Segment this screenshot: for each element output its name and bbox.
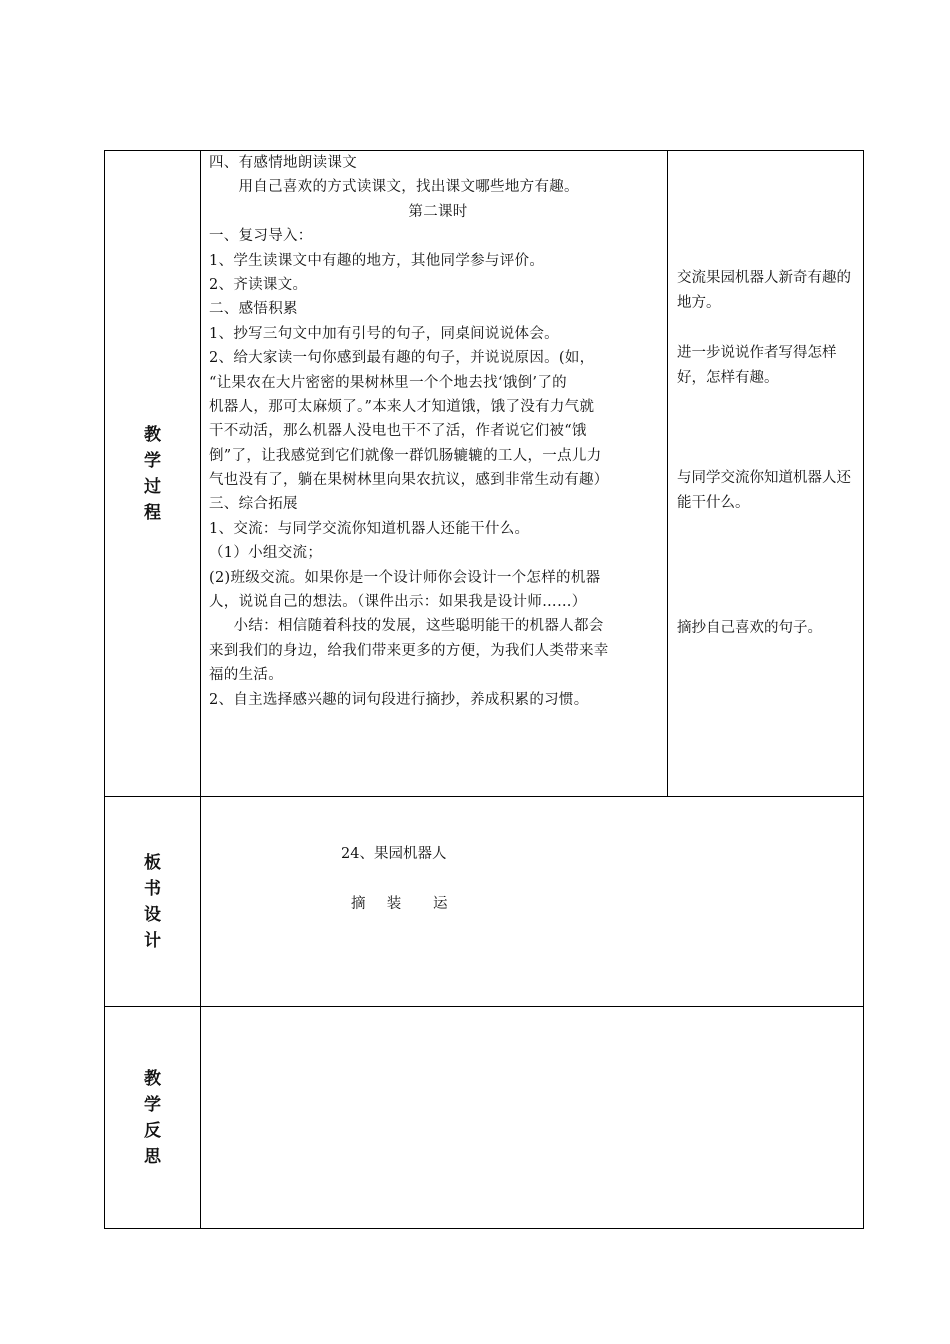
side-note: 与同学交流你知道机器人还能干什么。 [677,470,851,511]
process-side-notes-cell [668,151,864,797]
content-line: 福的生活。 [209,667,283,684]
board-title: 24、果园机器人 [341,846,447,862]
lesson-heading: 第二课时 [408,203,468,220]
process-row [105,151,864,797]
side-note: 进一步说说作者写得怎样好，怎样有趣。 [677,345,837,386]
content-line: （1）小组交流； [209,545,323,562]
content-line: (2)班级交流。如果你是一个设计师你会设计一个怎样的机器 [209,569,601,586]
content-line: 一、复习导入： [209,228,313,245]
content-line: 用自己喜欢的方式读课文，找出课文哪些地方有趣。 [209,179,579,196]
process-label: 教 学 过 程 [144,424,161,523]
content-line: 1、交流：与同学交流你知道机器人还能干什么。 [209,520,530,537]
content-line: 小结：相信随着科技的发展，这些聪明能干的机器人都会 [209,618,604,635]
reflection-content-cell [201,1007,864,1229]
side-note: 交流果园机器人新奇有趣的地方。 [677,270,851,311]
content-line: 来到我们的身边，给我们带来更多的方便，为我们人类带来幸 [209,642,609,659]
content-line: 2、自主选择感兴趣的词句段进行摘抄，养成积累的习惯。 [209,691,589,708]
process-content [209,151,667,712]
board-row [105,797,864,1007]
content-line: 人，说说自己的想法。（课件出示：如果我是设计师……） [209,594,587,611]
process-label-cell [105,151,201,797]
content-line: 气也没有了，躺在果树林里向果农抗议，感到非常生动有趣） [209,472,609,489]
process-content-cell [201,151,668,797]
board-content-cell [201,797,864,1007]
content-line: 二、感悟积累 [209,301,298,318]
board-keywords: 摘 装 运 [351,896,448,912]
content-line: 1、抄写三句文中加有引号的句子，同桌间说说体会。 [209,325,559,342]
content-line: 2、齐读课文。 [209,276,308,293]
content-line: 干不动活，那么机器人没电也干不了活，作者说它们被“饿 [209,423,587,440]
content-line: “让果农在大片密密的果树林里一个个地去找‘饿倒’了的 [209,374,567,391]
side-note: 摘抄自己喜欢的句子。 [677,620,822,636]
reflection-row [105,1007,864,1229]
content-line: 倒”了，让我感觉到它们就像一群饥肠辘辘的工人，一点儿力 [209,447,602,464]
content-line: 四、有感情地朗读课文 [209,155,357,171]
content-line: 1、学生读课文中有趣的地方，其他同学参与评价。 [209,252,545,269]
content-line: 三、综合拓展 [209,496,298,513]
reflection-label: 教 学 反 思 [144,1068,161,1167]
board-design [201,797,863,1005]
board-label: 板 书 设 计 [144,852,161,951]
board-label-cell [105,797,201,1007]
content-line: 机器人，那可太麻烦了。”本来人才知道饿，饿了没有力气就 [209,398,595,415]
content-line: 2、给大家读一句你感到最有趣的句子，并说说原因。(如， [209,350,595,367]
side-notes [677,151,863,641]
lesson-plan-table [104,150,864,1229]
reflection-label-cell [105,1007,201,1229]
